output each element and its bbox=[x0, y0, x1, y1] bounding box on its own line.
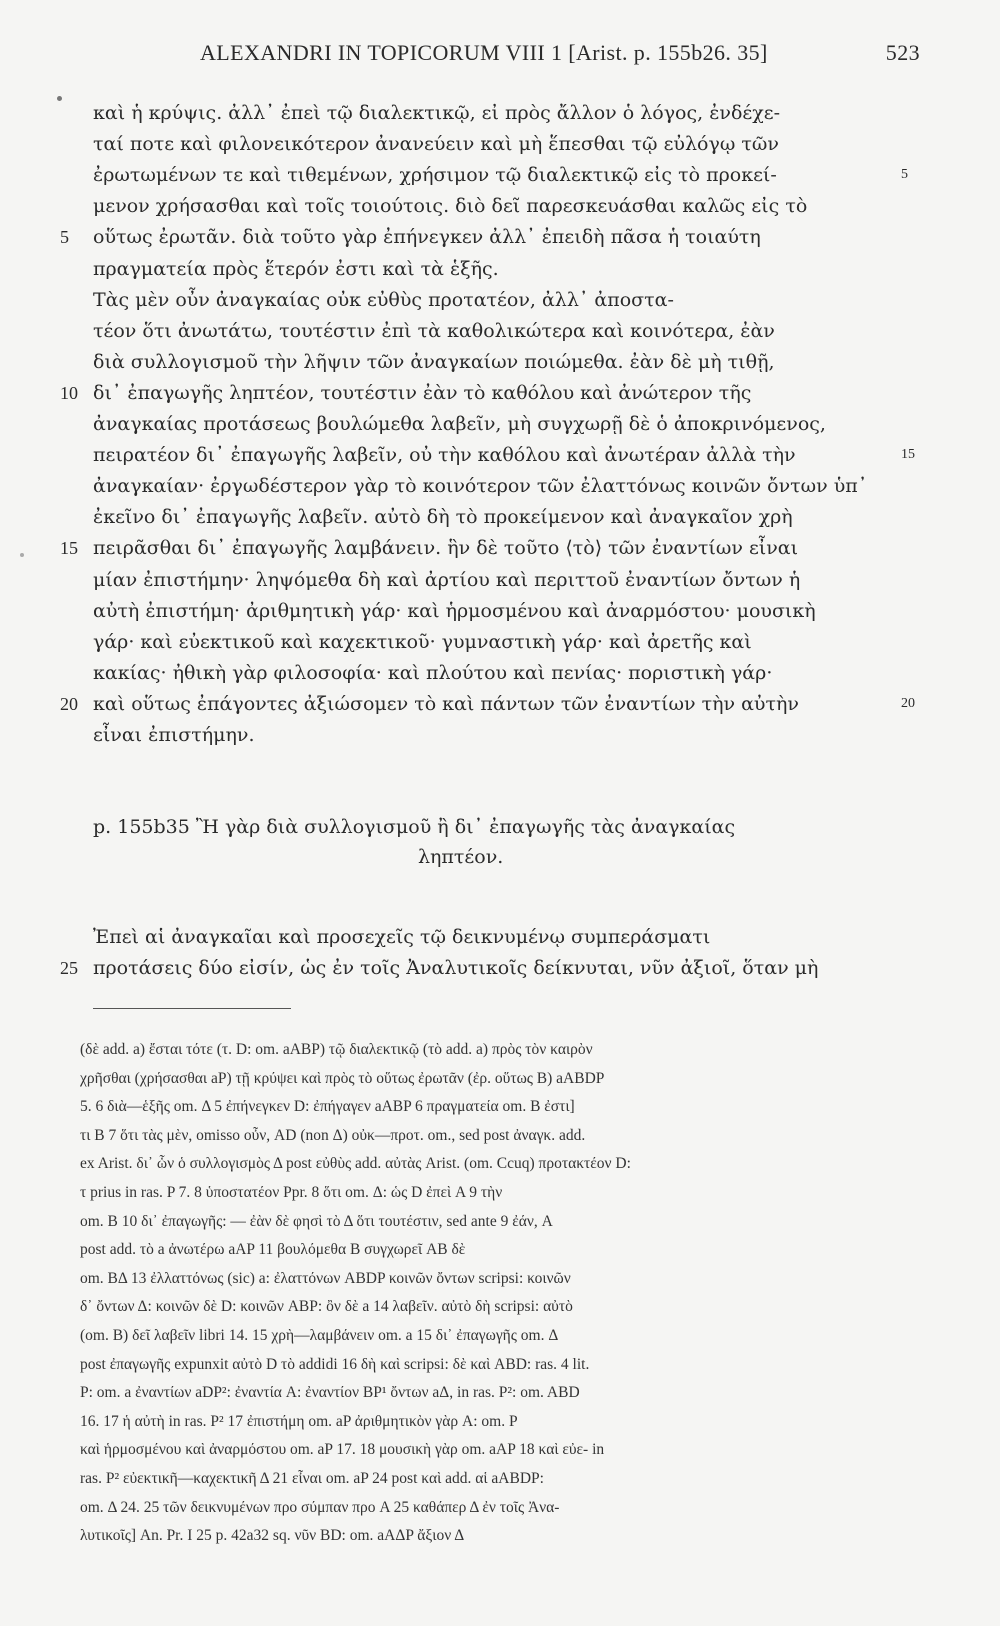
text-line-content: Ἐπεὶ αἱ ἀναγκαῖαι καὶ προσεχεῖς τῷ δεικνυμένῳ συμπεράσματι bbox=[93, 926, 711, 948]
apparatus-line: 16. 17 ἡ αὐτὴ in ras. P² 17 ἐπιστήμη om. aP ἀριθμητικὸν γὰρ A: om. P bbox=[80, 1412, 518, 1430]
text-line-content: δι᾽ ἐπαγωγῆς ληπτέον, τουτέστιν ἐὰν τὸ καθόλου καὶ ἀνώτερον τῆς bbox=[93, 381, 752, 404]
text-line-content: προτάσεις δύο εἰσίν, ὡς ἐν τοῖς Ἀναλυτικοῖς δείκνυται, νῦν ἀξιοῖ, ὅταν μὴ bbox=[93, 957, 819, 979]
right-line-number: 20 bbox=[901, 695, 915, 711]
apparatus-line: ras. P² εὐεκτικῆ—καχεκτικῆ Δ 21 εἶναι om. aP 24 post καὶ add. αἱ aABDP: bbox=[80, 1470, 544, 1487]
print-speck bbox=[20, 553, 24, 557]
apparatus-line: δ᾽ ὄντων Δ: κοινῶν δὲ D: κοινῶν ABP: ὂν δὲ a 14 λαβεῖν. αὐτὸ δὴ scripsi: αὐτὸ bbox=[80, 1298, 573, 1316]
apparatus-line: (om. B) δεῖ λαβεῖν libri 14. 15 χρὴ—λαμβάνειν om. a 15 δι᾽ ἐπαγωγῆς om. Δ bbox=[80, 1327, 559, 1344]
apparatus-line: post ἐπαγωγῆς expunxit αὐτὸ D τὸ addidi 16 δὴ καὶ scripsi: δὲ καὶ ABD: ras. 4 lit. bbox=[80, 1355, 590, 1373]
apparatus-line: τι B 7 ὅτι τὰς μὲν, omisso οὖν, AD (non Δ) οὐκ—προτ. om., sed post ἀναγκ. add. bbox=[80, 1126, 586, 1144]
text-line-content: πραγματεία πρὸς ἕτερόν ἐστι καὶ τὰ ἑξῆς. bbox=[93, 257, 499, 280]
text-line-content: Τὰς μὲν οὖν ἀναγκαίας οὐκ εὐθὺς προτατέον, ἀλλ᾽ ἀποστα- bbox=[93, 288, 674, 311]
text-line bbox=[93, 378, 873, 408]
left-line-number: 5 bbox=[60, 227, 69, 248]
text-line bbox=[93, 720, 873, 750]
text-line-content: τέον ὅτι ἀνωτάτω, τουτέστιν ἐπὶ τὰ καθολικώτερα καὶ κοινότερα, ἐὰν bbox=[93, 319, 775, 342]
text-line bbox=[93, 627, 873, 657]
text-line bbox=[93, 160, 873, 190]
text-line-content: πειρᾶσθαι δι᾽ ἐπαγωγῆς λαμβάνειν. ἣν δὲ τοῦτο ⟨τὸ⟩ τῶν ἐναντίων εἶναι bbox=[93, 537, 799, 560]
text-line-content: μίαν ἐπιστήμην· ληψόμεθα δὴ καὶ ἀρτίου καὶ περιττοῦ ἐναντίων ὄντων ἡ bbox=[93, 568, 801, 591]
text-line-content: ἀναγκαίας προτάσεως βουλώμεθα λαβεῖν, μὴ συγχωρῇ δὲ ὁ ἀποκρινόμενος, bbox=[93, 413, 826, 435]
left-line-number: 20 bbox=[60, 693, 78, 714]
text-line bbox=[93, 922, 873, 952]
apparatus-line: om. Δ 24. 25 τῶν δεικνυμένων προ σύμπαν προ A 25 καθάπερ Δ ἐν τοῖς Ἀνα- bbox=[80, 1498, 560, 1516]
apparatus-line: τ prius in ras. P 7. 8 ὑποστατέον Ppr. 8 ὅτι om. Δ: ὡς D ἐπεὶ A 9 τὴν bbox=[80, 1184, 503, 1201]
apparatus-line: ex Arist. δι᾽ ὧν ὁ συλλογισμὸς Δ post εὐθὺς add. αὐτὰς Arist. (om. Ccuq) προτακτέον D: bbox=[80, 1155, 631, 1173]
apparatus-line: om. BΔ 13 ἐλλαττόνως (sic) a: ἐλαττόνων ABDP κοινῶν ὄντων scripsi: κοινῶν bbox=[80, 1269, 571, 1287]
text-line bbox=[93, 222, 873, 252]
text-line bbox=[93, 953, 873, 983]
text-line-content: ταί ποτε καὶ φιλονεικότερον ἀνανεύειν καὶ μὴ ἕπεσθαι τῷ εὐλόγῳ τῶν bbox=[93, 133, 779, 156]
text-line bbox=[93, 129, 873, 159]
lemma-line-1: p. 155b35 Ἢ γὰρ διὰ συλλογισμοῦ ἢ δι᾽ ἐπαγωγῆς τὰς ἀναγκαίας bbox=[93, 816, 736, 838]
text-line bbox=[93, 565, 873, 595]
text-line bbox=[93, 502, 873, 532]
text-line bbox=[93, 254, 873, 284]
text-line-content: ἐρωτωμένων τε καὶ τιθεμένων, χρήσιμον τῷ διαλεκτικῷ εἰς τὸ προκεί- bbox=[93, 164, 777, 187]
text-line-content: διὰ συλλογισμοῦ τὴν λῆψιν τῶν ἀναγκαίων ποιώμεθα. ἐὰν δὲ μὴ τιθῇ, bbox=[93, 350, 775, 373]
apparatus-line: post add. τὸ a ἀνωτέρω aAP 11 βουλόμεθα B συγχωρεῖ AB δὲ bbox=[80, 1241, 466, 1259]
left-line-number: 25 bbox=[60, 958, 78, 978]
left-line-number: 10 bbox=[60, 382, 78, 403]
right-line-number: 15 bbox=[901, 447, 915, 463]
apparatus-line: χρῆσθαι (χρήσασθαι aP) τῇ κρύψει καὶ πρὸς τὸ οὕτως ἐρωτᾶν (ἐρ. οὕτως B) aABDP bbox=[80, 1069, 605, 1087]
text-line-content: καὶ οὕτως ἐπάγοντες ἀξιώσομεν τὸ καὶ πάντων τῶν ἐναντίων τὴν αὐτὴν bbox=[93, 692, 799, 715]
text-line bbox=[93, 98, 873, 128]
print-speck bbox=[57, 96, 62, 101]
text-line-content: ἀναγκαίαν· ἐργωδέστερον γὰρ τὸ κοινότερον τῶν ἐλαττόνως κοινῶν ὄντων ὑπ᾽ bbox=[93, 475, 868, 498]
text-line-content: ἐκεῖνο δι᾽ ἐπαγωγῆς λαβεῖν. αὐτὸ δὴ τὸ προκείμενον καὶ ἀναγκαῖον χρὴ bbox=[93, 506, 793, 529]
apparatus-line: 5. 6 διὰ—ἑξῆς om. Δ 5 ἐπήνεγκεν D: ἐπήγαγεν aABP 6 πραγματεία om. B ἐστι] bbox=[80, 1098, 575, 1116]
lemma-line-2: ληπτέον. bbox=[418, 846, 504, 868]
text-line bbox=[93, 409, 873, 439]
text-line bbox=[93, 440, 873, 470]
text-line-content: αὐτὴ ἐπιστήμη· ἀριθμητικὴ γάρ· καὶ ἡρμοσμένου καὶ ἀναρμόστου· μουσικὴ bbox=[93, 599, 816, 622]
text-line-content: οὕτως ἐρωτᾶν. διὰ τοῦτο γὰρ ἐπήνεγκεν ἀλλ᾽ ἐπειδὴ πᾶσα ἡ τοιαύτη bbox=[93, 226, 761, 249]
running-title: ALEXANDRI IN TOPICORUM VIII 1 [Arist. p. 155b26. 35] bbox=[200, 40, 768, 65]
apparatus-line: om. B 10 δι᾽ ἐπαγωγῆς: — ἐὰν δὲ φησὶ τὸ Δ ὅτι τουτέστιν, sed ante 9 ἐάν, A bbox=[80, 1212, 553, 1230]
text-line bbox=[93, 689, 873, 719]
text-line bbox=[93, 316, 873, 346]
text-line-content: κακίας· ἠθικὴ γὰρ φιλοσοφία· καὶ πλούτου καὶ πενίας· ποριστικὴ γάρ· bbox=[93, 661, 773, 684]
apparatus-line: (δὲ add. a) ἔσται τότε (τ. D: om. aABP) τῷ διαλεκτικῷ (τὸ add. a) πρὸς τὸν καιρὸν bbox=[80, 1041, 593, 1058]
text-line bbox=[93, 347, 873, 377]
text-line bbox=[93, 191, 873, 221]
text-line-content: πειρατέον δι᾽ ἐπαγωγῆς λαβεῖν, οὐ τὴν καθόλου καὶ ἀνωτέραν ἀλλὰ τὴν bbox=[93, 444, 796, 467]
footnote-rule bbox=[93, 1008, 291, 1009]
text-line bbox=[93, 658, 873, 688]
right-line-number: 5 bbox=[901, 167, 908, 183]
text-line-content: εἶναι ἐπιστήμην. bbox=[93, 724, 255, 746]
text-line bbox=[93, 285, 873, 315]
text-line-content: γάρ· καὶ εὐεκτικοῦ καὶ καχεκτικοῦ· γυμναστικὴ γάρ· καὶ ἀρετῆς καὶ bbox=[93, 630, 752, 653]
text-line bbox=[93, 471, 873, 501]
apparatus-line: λυτικοῖς] An. Pr. I 25 p. 42a32 sq. νῦν BD: om. aAΔP ἄξιον Δ bbox=[80, 1527, 465, 1545]
text-line-content: καὶ ἡ κρύψις. ἀλλ᾽ ἐπεὶ τῷ διαλεκτικῷ, εἰ πρὸς ἄλλον ὁ λόγος, ἐνδέχε- bbox=[93, 102, 781, 124]
left-line-number: 15 bbox=[60, 538, 78, 559]
apparatus-line: P: om. a ἐναντίων aDP²: ἐναντία A: ἐναντίον BP¹ ὄντων aΔ, in ras. P²: om. ABD bbox=[80, 1384, 580, 1402]
text-line bbox=[93, 533, 873, 563]
text-line-content: μενον χρήσασθαι καὶ τοῖς τοιούτοις. διὸ δεῖ παρεσκευάσθαι καλῶς εἰς τὸ bbox=[93, 195, 808, 218]
page-number: 523 bbox=[885, 40, 920, 65]
text-line bbox=[93, 596, 873, 626]
apparatus-line: καὶ ἡρμοσμένου καὶ ἀναρμόστου om. aP 17. 18 μουσικὴ γὰρ om. aAP 18 καὶ εὐε- in bbox=[80, 1441, 605, 1459]
